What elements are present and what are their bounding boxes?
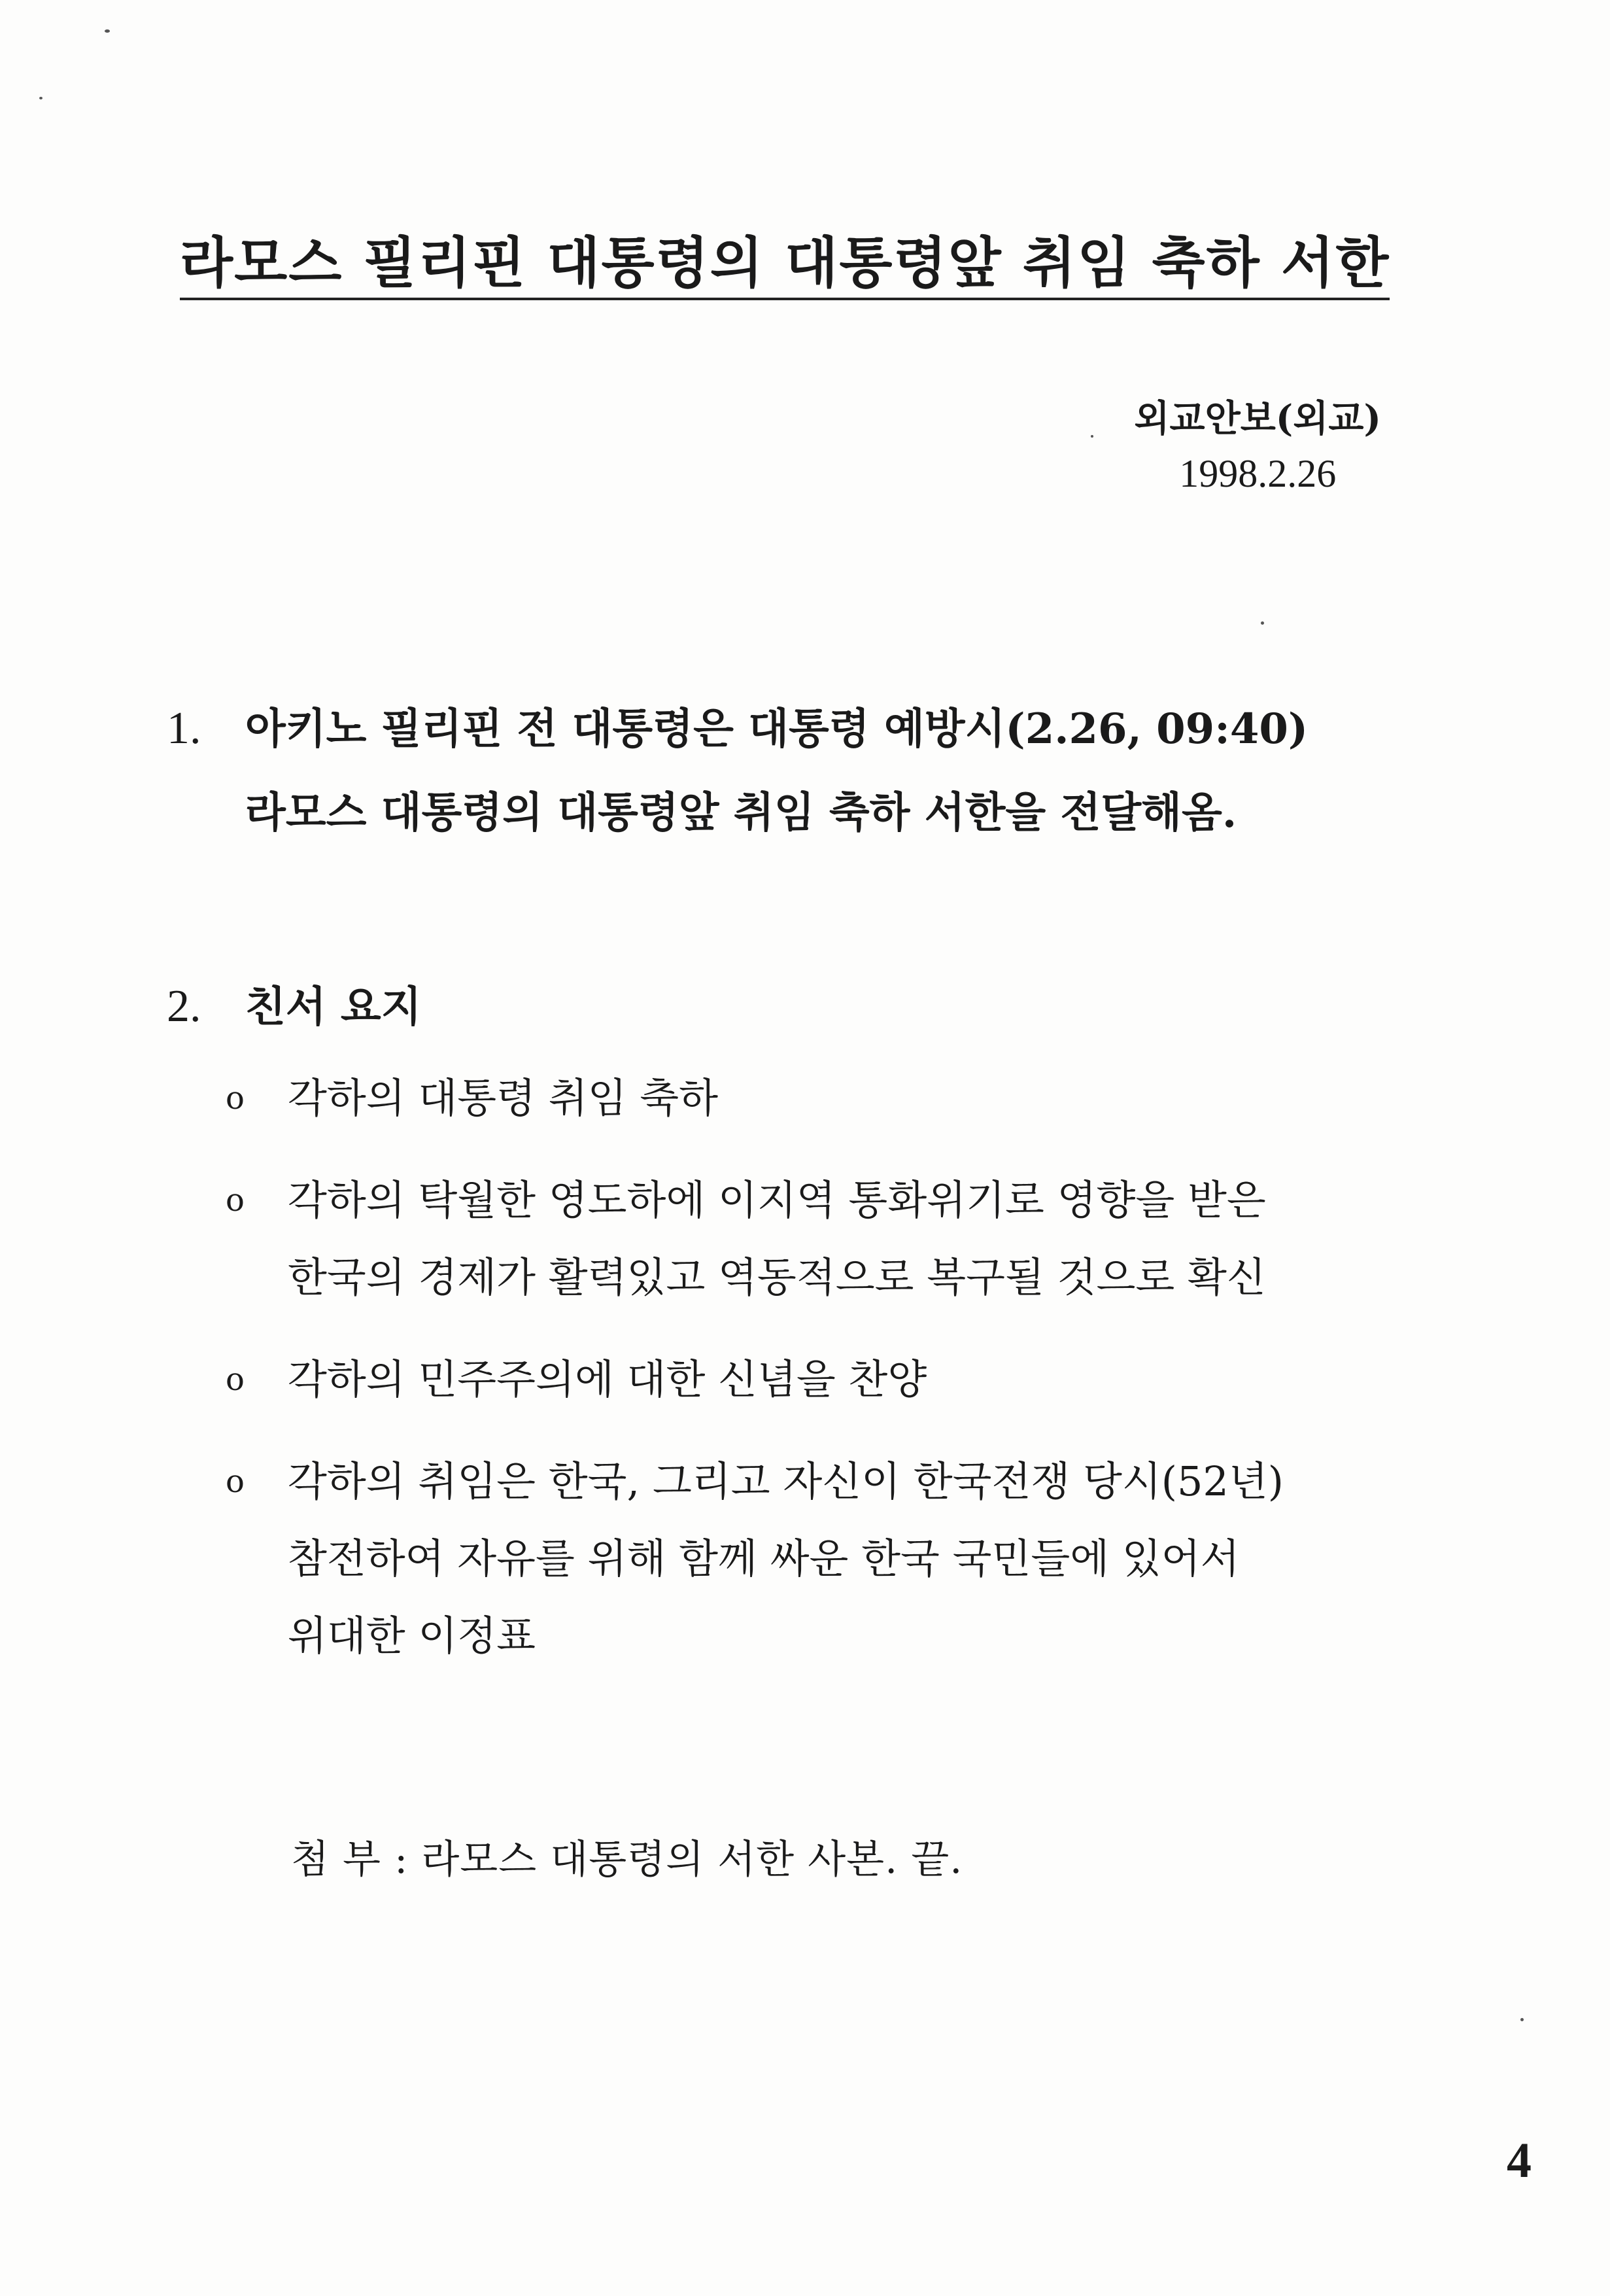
title-underline	[180, 298, 1390, 300]
item-2-heading: 친서 요지	[245, 983, 422, 1032]
bullet-marker: o	[226, 1182, 245, 1219]
document-meta	[1134, 392, 1381, 502]
bullet-1-line-1: 각하의 대통령 취임 축하	[288, 1074, 719, 1122]
item-1-line-2: 라모스 대통령의 대통령앞 취임 축하 서한을 전달해옴.	[245, 788, 1237, 837]
item-1-line-1: 아키노 필리핀 전 대통령은 대통령 예방시(2.26, 09:40)	[245, 704, 1309, 754]
bullet-2	[226, 1162, 1403, 1316]
bullet-3	[226, 1341, 1403, 1418]
bullet-marker: o	[226, 1080, 245, 1117]
page-number: 4	[1507, 2133, 1532, 2188]
bullet-4-line-3: 위대한 이정표	[288, 1612, 536, 1660]
bullet-marker: o	[226, 1361, 245, 1398]
scan-speck	[1091, 435, 1093, 438]
scan-speck	[1261, 621, 1264, 625]
item-1-number: 1.	[167, 703, 201, 754]
bullet-2-line-2: 한국의 경제가 활력있고 역동적으로 복구될 것으로 확신	[288, 1253, 1266, 1301]
summary-bullets	[226, 1060, 1403, 1699]
attachment-note: 첨 부 : 라모스 대통령의 서한 사본. 끝.	[291, 1837, 963, 1883]
scan-speck	[39, 97, 43, 99]
bullet-3-line-1: 각하의 민주주의에 대한 신념을 찬양	[288, 1355, 927, 1403]
bullet-4	[226, 1443, 1403, 1675]
bullet-marker: o	[226, 1463, 245, 1500]
scan-speck	[1520, 2018, 1524, 2021]
bullet-4-line-1: 각하의 취임은 한국, 그리고 자신이 한국전쟁 당시(52년)	[288, 1457, 1284, 1505]
document-date: 1998.2.26	[1179, 452, 1337, 496]
document-title: 라모스 필리핀 대통령의 대통령앞 취임 축하 서한	[180, 231, 1390, 295]
item-1	[167, 687, 1308, 855]
department-label: 외교안보(외교)	[1134, 397, 1381, 440]
item-2-number: 2.	[167, 981, 201, 1032]
scan-speck	[105, 29, 110, 33]
item-2	[167, 965, 422, 1049]
bullet-1	[226, 1060, 1403, 1137]
bullet-2-line-1: 각하의 탁월한 영도하에 이지역 통화위기로 영향을 받은	[288, 1176, 1266, 1224]
bullet-4-line-2: 참전하여 자유를 위해 함께 싸운 한국 국민들에 있어서	[288, 1535, 1240, 1582]
